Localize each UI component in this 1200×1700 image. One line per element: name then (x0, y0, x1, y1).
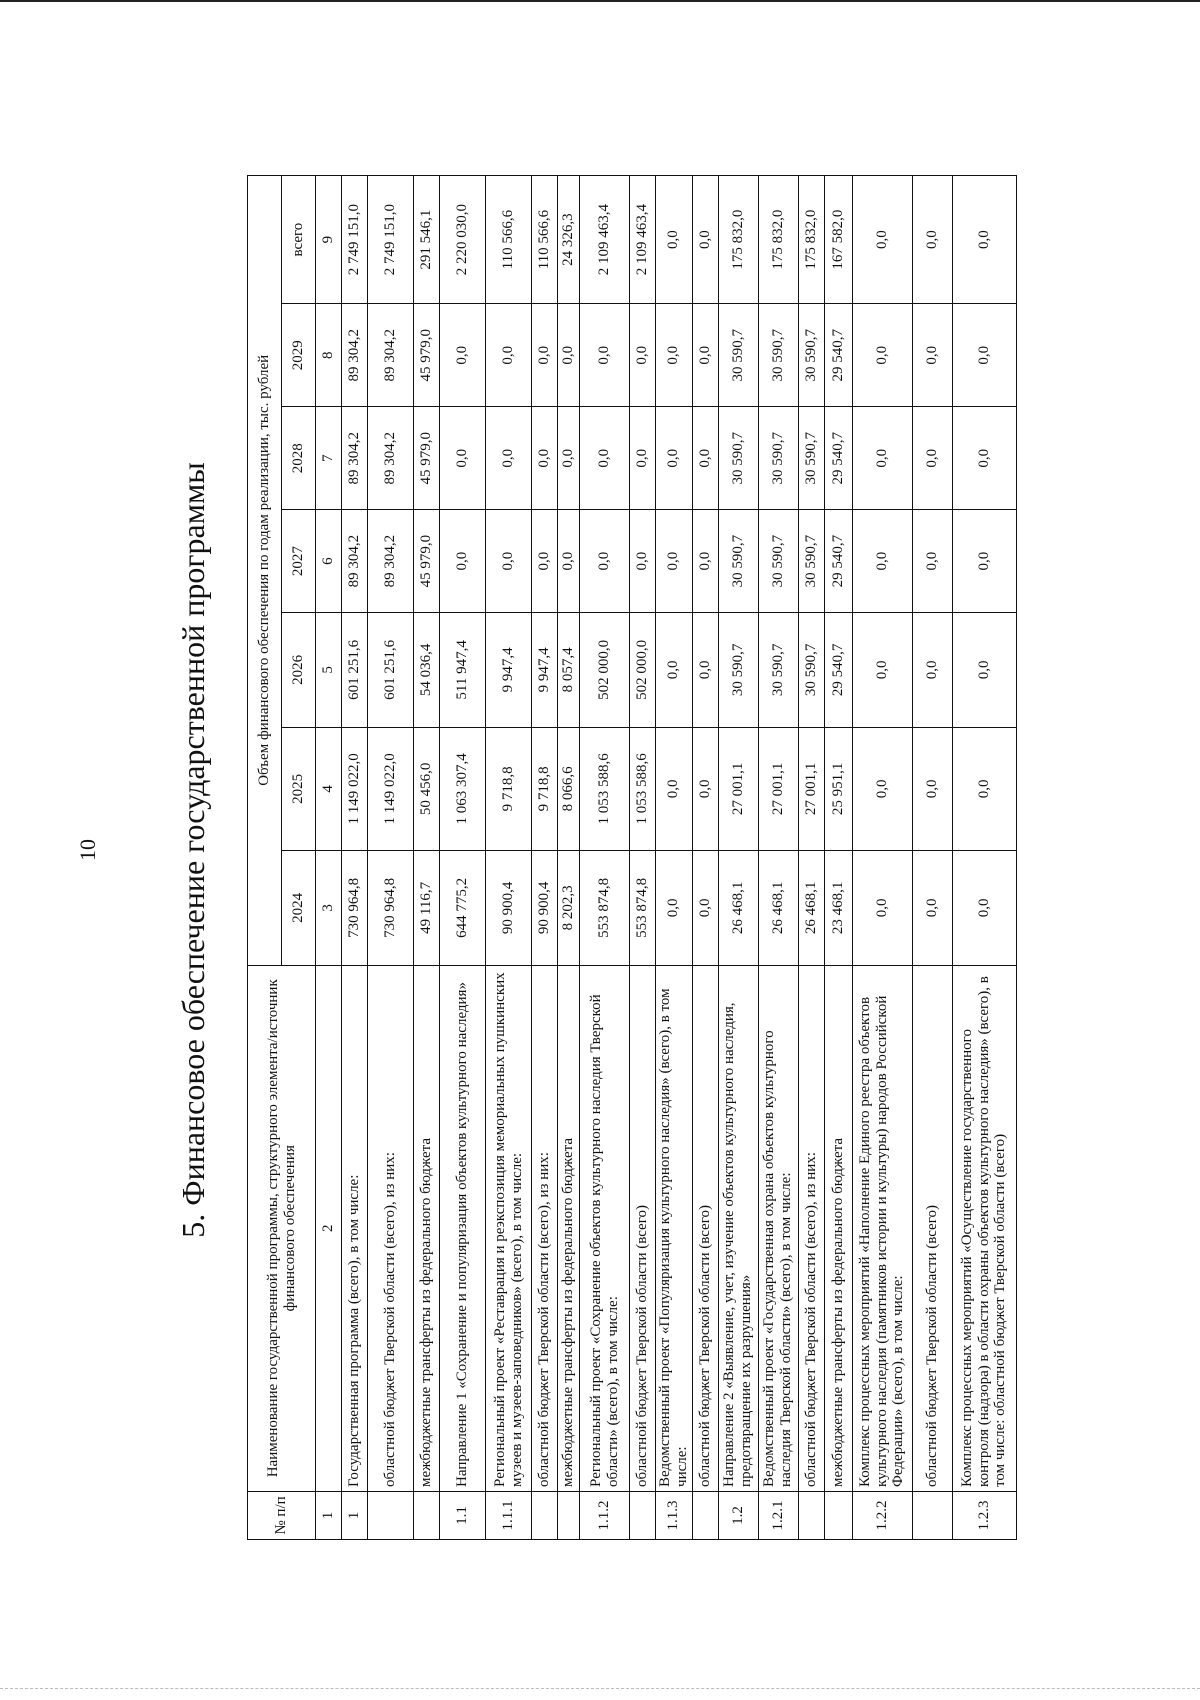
value-cell: 30 590,7 (798, 407, 824, 510)
value-cell: 0,0 (656, 851, 693, 965)
value-cell: 29 540,7 (824, 407, 852, 510)
value-cell: 0,0 (952, 176, 1016, 304)
value-cell: 0,0 (440, 510, 486, 613)
value-cell: 0,0 (580, 304, 630, 407)
table-row (558, 176, 580, 1540)
value-cell: 175 832,0 (798, 176, 824, 304)
row-name: Региональный проект «Сохранение объектов культурного наследия Тверской области» (всего), в том числе: (580, 965, 630, 1491)
value-cell: 0,0 (852, 407, 912, 510)
value-cell: 2 109 463,4 (580, 176, 630, 304)
value-cell: 0,0 (486, 304, 532, 407)
row-name: Государственная программа (всего), в том числе: (342, 965, 368, 1491)
value-cell: 0,0 (656, 510, 693, 613)
row-name: областной бюджет Тверской области (всего) (912, 965, 952, 1491)
header-year: 2025 (282, 727, 316, 851)
value-cell: 502 000,0 (630, 613, 656, 727)
value-cell: 0,0 (852, 510, 912, 613)
value-cell: 9 947,4 (532, 613, 558, 727)
row-number (912, 1491, 952, 1539)
column-number: 6 (316, 510, 342, 613)
table-row (486, 176, 532, 1540)
value-cell: 24 326,3 (558, 176, 580, 304)
value-cell: 30 590,7 (718, 304, 758, 407)
value-cell: 89 304,2 (368, 510, 414, 613)
table-row (630, 176, 656, 1540)
value-cell: 0,0 (440, 304, 486, 407)
column-number: 3 (316, 851, 342, 965)
header-year: 2026 (282, 613, 316, 727)
header-name: Наименование государственной программы, структурного элемента/источник финансового обеспечения (248, 965, 316, 1491)
row-name: Комплекс процессных мероприятий «Наполнение Единого реестра объектов культурного наследия (памятников истории и культуры) народов Российской Федерации» (всего), в том числе: (852, 965, 912, 1491)
header-year: 2028 (282, 407, 316, 510)
value-cell: 0,0 (952, 727, 1016, 851)
value-cell: 0,0 (952, 851, 1016, 965)
value-cell: 8 057,4 (558, 613, 580, 727)
row-name: областной бюджет Тверской области (всего), из них: (368, 965, 414, 1491)
row-number: 1.1.2 (580, 1491, 630, 1539)
header-year: 2024 (282, 851, 316, 965)
table-row (532, 176, 558, 1540)
value-cell: 730 964,8 (368, 851, 414, 965)
value-cell: 45 979,0 (414, 510, 440, 613)
table-row (440, 176, 486, 1540)
row-number (414, 1491, 440, 1539)
value-cell: 27 001,1 (798, 727, 824, 851)
row-number: 1.2 (718, 1491, 758, 1539)
value-cell: 29 540,7 (824, 510, 852, 613)
value-cell: 0,0 (692, 727, 718, 851)
row-name: Региональный проект «Реставрация и реэкспозиция мемориальных пушкинских музеев и музеев-заповедников» (всего), в том числе: (486, 965, 532, 1491)
value-cell: 1 053 588,6 (630, 727, 656, 851)
value-cell: 90 900,4 (532, 851, 558, 965)
row-name: межбюджетные трансферты из федерального бюджета (558, 965, 580, 1491)
value-cell: 0,0 (486, 407, 532, 510)
value-cell: 0,0 (912, 727, 952, 851)
value-cell: 30 590,7 (758, 510, 798, 613)
scan-edge-dots (0, 1688, 1200, 1689)
value-cell: 1 149 022,0 (342, 727, 368, 851)
value-cell: 30 590,7 (718, 407, 758, 510)
section-title: 5. Финансовое обеспечение государственной программы (175, 462, 211, 1238)
value-cell: 0,0 (532, 510, 558, 613)
value-cell: 45 979,0 (414, 304, 440, 407)
value-cell: 30 590,7 (758, 407, 798, 510)
value-cell: 89 304,2 (342, 304, 368, 407)
row-number (798, 1491, 824, 1539)
value-cell: 30 590,7 (798, 510, 824, 613)
value-cell: 0,0 (580, 407, 630, 510)
value-cell: 30 590,7 (798, 613, 824, 727)
value-cell: 26 468,1 (718, 851, 758, 965)
value-cell: 730 964,8 (342, 851, 368, 965)
value-cell: 26 468,1 (798, 851, 824, 965)
table-row (852, 176, 912, 1540)
header-year: 2029 (282, 304, 316, 407)
value-cell: 54 036,4 (414, 613, 440, 727)
financing-table (247, 175, 1017, 1540)
value-cell: 511 947,4 (440, 613, 486, 727)
row-name: областной бюджет Тверской области (всего) (692, 965, 718, 1491)
table-body (342, 176, 1017, 1540)
row-number (630, 1491, 656, 1539)
value-cell: 0,0 (692, 407, 718, 510)
value-cell: 30 590,7 (758, 304, 798, 407)
value-cell: 553 874,8 (630, 851, 656, 965)
page-number: 10 (75, 839, 100, 861)
row-number (692, 1491, 718, 1539)
value-cell: 0,0 (912, 851, 952, 965)
value-cell: 45 979,0 (414, 407, 440, 510)
value-cell: 0,0 (486, 510, 532, 613)
value-cell: 601 251,6 (342, 613, 368, 727)
header-year: 2027 (282, 510, 316, 613)
value-cell: 0,0 (656, 176, 693, 304)
column-number: 9 (316, 176, 342, 304)
value-cell: 9 718,8 (486, 727, 532, 851)
value-cell: 23 468,1 (824, 851, 852, 965)
value-cell: 2 749 151,0 (368, 176, 414, 304)
table-row (758, 176, 798, 1540)
value-cell: 49 116,7 (414, 851, 440, 965)
column-number: 4 (316, 727, 342, 851)
value-cell: 25 951,1 (824, 727, 852, 851)
value-cell: 8 202,3 (558, 851, 580, 965)
value-cell: 0,0 (852, 613, 912, 727)
value-cell: 0,0 (532, 304, 558, 407)
value-cell: 110 566,6 (486, 176, 532, 304)
value-cell: 30 590,7 (718, 510, 758, 613)
row-name: областной бюджет Тверской области (всего), из них: (798, 965, 824, 1491)
table-row (912, 176, 952, 1540)
value-cell: 0,0 (558, 304, 580, 407)
row-number (558, 1491, 580, 1539)
value-cell: 2 220 030,0 (440, 176, 486, 304)
value-cell: 30 590,7 (758, 613, 798, 727)
value-cell: 0,0 (952, 304, 1016, 407)
row-name: межбюджетные трансферты из федерального бюджета (414, 965, 440, 1491)
value-cell: 0,0 (692, 304, 718, 407)
value-cell: 27 001,1 (758, 727, 798, 851)
value-cell: 0,0 (912, 407, 952, 510)
header-volume: Объем финансового обеспечения по годам реализации, тыс. рублей (248, 176, 282, 966)
value-cell: 0,0 (630, 510, 656, 613)
value-cell: 90 900,4 (486, 851, 532, 965)
value-cell: 0,0 (692, 613, 718, 727)
table-row (824, 176, 852, 1540)
value-cell: 0,0 (532, 407, 558, 510)
value-cell: 0,0 (580, 510, 630, 613)
row-name: Комплекс процессных мероприятий «Осуществление государственного контроля (надзора) в области охраны объектов культурного наследия» (всего), в том числе: областной бюджет Тверской области (всего) (952, 965, 1016, 1491)
column-number: 8 (316, 304, 342, 407)
value-cell: 0,0 (912, 304, 952, 407)
value-cell: 29 540,7 (824, 613, 852, 727)
value-cell: 0,0 (630, 407, 656, 510)
value-cell: 0,0 (912, 613, 952, 727)
value-cell: 89 304,2 (342, 407, 368, 510)
value-cell: 0,0 (852, 727, 912, 851)
value-cell: 89 304,2 (342, 510, 368, 613)
value-cell: 553 874,8 (580, 851, 630, 965)
value-cell: 26 468,1 (758, 851, 798, 965)
value-cell: 0,0 (656, 407, 693, 510)
column-number: 1 (316, 1491, 342, 1539)
value-cell: 0,0 (692, 510, 718, 613)
value-cell: 8 066,6 (558, 727, 580, 851)
row-number: 1.2.1 (758, 1491, 798, 1539)
value-cell: 0,0 (852, 304, 912, 407)
row-name: областной бюджет Тверской области (всего) (630, 965, 656, 1491)
row-name: межбюджетные трансферты из федерального бюджета (824, 965, 852, 1491)
row-number: 1.1.1 (486, 1491, 532, 1539)
row-name: Ведомственный проект «Государственная охрана объектов культурного наследия Тверской области» (всего), в том числе: (758, 965, 798, 1491)
value-cell: 50 456,0 (414, 727, 440, 851)
value-cell: 1 063 307,4 (440, 727, 486, 851)
value-cell: 89 304,2 (368, 407, 414, 510)
value-cell: 110 566,6 (532, 176, 558, 304)
value-cell: 0,0 (952, 510, 1016, 613)
value-cell: 175 832,0 (718, 176, 758, 304)
value-cell: 27 001,1 (718, 727, 758, 851)
table-row (692, 176, 718, 1540)
column-number: 2 (316, 965, 342, 1491)
table-row (656, 176, 693, 1540)
value-cell: 167 582,0 (824, 176, 852, 304)
table-row (718, 176, 758, 1540)
row-number (824, 1491, 852, 1539)
row-number (368, 1491, 414, 1539)
value-cell: 0,0 (558, 407, 580, 510)
value-cell: 0,0 (852, 176, 912, 304)
table-row (580, 176, 630, 1540)
value-cell: 30 590,7 (718, 613, 758, 727)
value-cell: 1 053 588,6 (580, 727, 630, 851)
value-cell: 30 590,7 (798, 304, 824, 407)
header-num: № п/п (248, 1491, 316, 1539)
value-cell: 0,0 (912, 510, 952, 613)
header-total: всего (282, 176, 316, 304)
value-cell: 601 251,6 (368, 613, 414, 727)
value-cell: 0,0 (912, 176, 952, 304)
value-cell: 0,0 (852, 851, 912, 965)
value-cell: 0,0 (692, 851, 718, 965)
value-cell: 2 749 151,0 (342, 176, 368, 304)
value-cell: 9 947,4 (486, 613, 532, 727)
table-row (952, 176, 1016, 1540)
row-number (532, 1491, 558, 1539)
value-cell: 89 304,2 (368, 304, 414, 407)
value-cell: 291 546,1 (414, 176, 440, 304)
value-cell: 29 540,7 (824, 304, 852, 407)
value-cell: 175 832,0 (758, 176, 798, 304)
table-row (798, 176, 824, 1540)
table-row (368, 176, 414, 1540)
table-row (414, 176, 440, 1540)
column-number: 5 (316, 613, 342, 727)
value-cell: 644 775,2 (440, 851, 486, 965)
row-number: 1.2.3 (952, 1491, 1016, 1539)
value-cell: 0,0 (656, 613, 693, 727)
row-number: 1.1 (440, 1491, 486, 1539)
value-cell: 2 109 463,4 (630, 176, 656, 304)
value-cell: 9 718,8 (532, 727, 558, 851)
value-cell: 0,0 (558, 510, 580, 613)
row-number: 1 (342, 1491, 368, 1539)
row-name: областной бюджет Тверской области (всего), из них: (532, 965, 558, 1491)
value-cell: 0,0 (692, 176, 718, 304)
row-name: Ведомственный проект «Популяризация культурного наследия» (всего), в том числе: (656, 965, 693, 1491)
column-number: 7 (316, 407, 342, 510)
value-cell: 0,0 (952, 613, 1016, 727)
value-cell: 502 000,0 (580, 613, 630, 727)
table-row (342, 176, 368, 1540)
value-cell: 1 149 022,0 (368, 727, 414, 851)
value-cell: 0,0 (656, 727, 693, 851)
value-cell: 0,0 (630, 304, 656, 407)
row-number: 1.1.3 (656, 1491, 693, 1539)
row-name: Направление 2 «Выявление, учет, изучение объектов культурного наследия, предотвращение их разрушения» (718, 965, 758, 1491)
row-name: Направление 1 «Сохранение и популяризация объектов культурного наследия» (440, 965, 486, 1491)
value-cell: 0,0 (656, 304, 693, 407)
value-cell: 0,0 (440, 407, 486, 510)
row-number: 1.2.2 (852, 1491, 912, 1539)
value-cell: 0,0 (952, 407, 1016, 510)
